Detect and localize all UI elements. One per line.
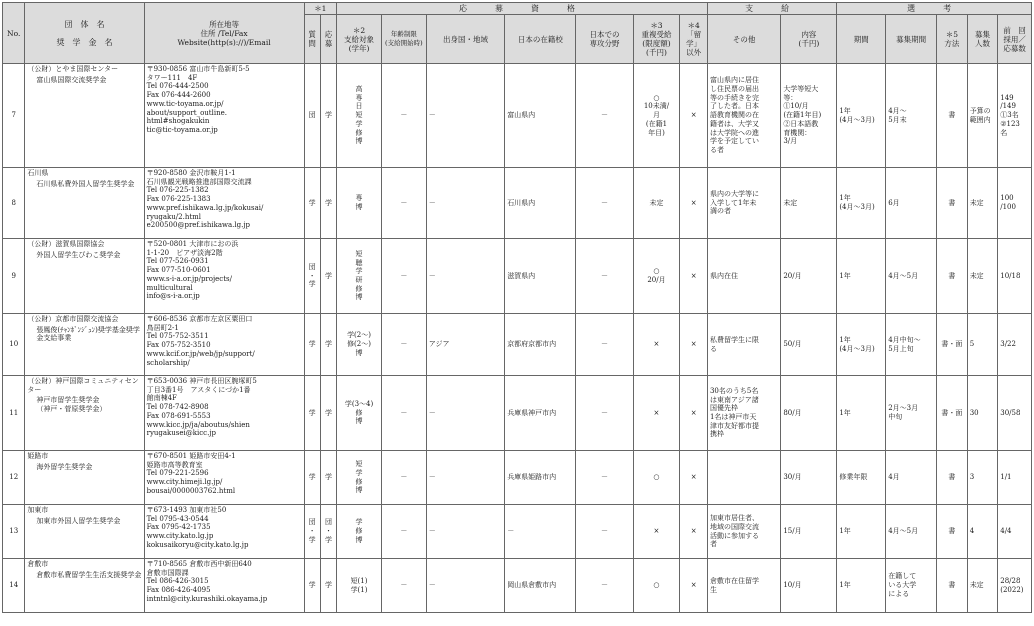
scholarship-name: 石川県私費外国人留学生奨学金: [36, 179, 135, 188]
cell-other: 30名のうち5名 は東南アジア諸 国優先枠 1名は神戸市天 津市友好都市提 携枠: [707, 376, 780, 451]
cell-question-type: 学: [304, 168, 320, 239]
cell-period: 1年: [837, 376, 886, 451]
cell-recruit-period: 4月～ 5月末: [886, 64, 937, 168]
cell-address: 〒670-8501 姫路市安田4-1 姫路市高等教育室 Tel 079-221-2596 www.city.himeji.lg.jp/ bousai/0000003762.html: [144, 451, 304, 505]
cell-row-no: 7: [3, 64, 25, 168]
cell-apply-type: 学: [320, 168, 336, 239]
cell-origin: －: [426, 376, 504, 451]
cell-other: 倉敷市在住留学 生: [707, 559, 780, 613]
cell-method: 書: [937, 168, 968, 239]
cell-school: 兵庫県神戸市内: [505, 376, 576, 451]
cell-non-study: ×: [680, 168, 708, 239]
cell-field: －: [576, 64, 633, 168]
header-apply: 応 募: [320, 15, 336, 64]
cell-amount: 15/月: [781, 505, 837, 559]
header-group-payment: 支 給: [707, 3, 836, 15]
cell-amount: 10/月: [781, 559, 837, 613]
cell-prev-result: 1/1: [998, 451, 1032, 505]
cell-duplicate: 未定: [633, 168, 680, 239]
header-period: 期間: [837, 15, 886, 64]
scholarship-name: 神戸市留学生奨学金 （神戸・菅原奨学金）: [36, 396, 107, 414]
header-no: No.: [3, 3, 25, 64]
cell-apply-type: 学: [320, 239, 336, 314]
cell-count: 3: [967, 451, 998, 505]
cell-origin: －: [426, 559, 504, 613]
cell-org-name: [25, 559, 144, 613]
cell-duplicate: ×: [633, 505, 680, 559]
table-body: [3, 64, 1032, 613]
cell-field: －: [576, 314, 633, 376]
cell-age-limit: －: [381, 451, 426, 505]
cell-row-no: 9: [3, 239, 25, 314]
cell-school: 滋賀県内: [505, 239, 576, 314]
cell-amount: 50/月: [781, 314, 837, 376]
cell-count: 予算の 範囲内: [967, 64, 998, 168]
scholarship-name: 加東市外国人留学生奨学金: [36, 516, 121, 525]
cell-question-type: 学: [304, 376, 320, 451]
header-duplicate: ＊3 重複受給 (限度額) (千円): [633, 15, 680, 64]
cell-origin: －: [426, 64, 504, 168]
cell-question-type: 団: [304, 64, 320, 168]
cell-non-study: ×: [680, 559, 708, 613]
header-group-selection: 選 考: [837, 3, 1032, 15]
cell-origin: －: [426, 505, 504, 559]
cell-row-no: 8: [3, 168, 25, 239]
cell-row-no: 13: [3, 505, 25, 559]
cell-non-study: ×: [680, 451, 708, 505]
header-prev: 前 回 採用／ 応募数: [998, 15, 1032, 64]
cell-school: 京都府京都市内: [505, 314, 576, 376]
cell-duplicate: ×: [633, 314, 680, 376]
cell-age-limit: －: [381, 239, 426, 314]
cell-count: 30: [967, 376, 998, 451]
header-address: [144, 3, 304, 64]
header-group-star1: ＊1: [304, 3, 337, 15]
header-address-line3: Website(http(s)://)/Email: [177, 37, 271, 47]
cell-address: 〒606-8536 京都市左京区粟田口 鳥居町2-1 Tel 075-752-3511 Fax 075-752-3510 www.kcif.or.jp/web/jp/support/ scholarship/: [144, 314, 304, 376]
table-row: [3, 314, 1032, 376]
cell-address: 〒710-8565 倉敷市西中新田640 倉敷市国際課 Tel 086-426-3015 Fax 086-426-4095 intntnl@city.kurashiki.okayama.jp: [144, 559, 304, 613]
cell-address: 〒520-0801 大津市におの浜 1-1-20 ピアザ淡海2階 Tel 077-526-0931 Fax 077-510-0601 www.s-i-a.or.jp/projects/ multicultural info@s-i-a.or.jp: [144, 239, 304, 314]
cell-field: －: [576, 168, 633, 239]
scholarship-table: [2, 2, 1032, 613]
cell-prev-result: 10/18: [998, 239, 1032, 314]
cell-other: 県内の大学等に 入学して1年未 満の者: [707, 168, 780, 239]
cell-other: 私費留学生に限 る: [707, 314, 780, 376]
cell-apply-type: 学: [320, 451, 336, 505]
table-row: [3, 505, 1032, 559]
cell-prev-result: 4/4: [998, 505, 1032, 559]
cell-method: 書: [937, 64, 968, 168]
cell-school: －: [505, 505, 576, 559]
header-amount: 内容 (千円): [781, 15, 837, 64]
cell-origin: アジア: [426, 314, 504, 376]
table-row: [3, 559, 1032, 613]
cell-count: 未定: [967, 168, 998, 239]
cell-method: 書・面: [937, 376, 968, 451]
cell-age-limit: －: [381, 314, 426, 376]
cell-prev-result: 3/22: [998, 314, 1032, 376]
cell-address: 〒920-8580 金沢市鞍月1-1 石川県観光戦略推進部国際交流課 Tel 076-225-1382 Fax 076-225-1383 www.pref.ishikawa.lg.jp/kokusai/ ryugaku/2.html e200500@pref.ishikawa.lg.jp: [144, 168, 304, 239]
cell-origin: －: [426, 168, 504, 239]
cell-recruit-period: 4月: [886, 451, 937, 505]
cell-field: －: [576, 451, 633, 505]
cell-period: 1年: [837, 505, 886, 559]
cell-duplicate: ×: [633, 376, 680, 451]
cell-address: 〒673-1493 加東市社50 Tel 0795-43-0544 Fax 0795-42-1735 www.city.kato.lg.jp kokusaikoryu@city.kato.lg.jp: [144, 505, 304, 559]
cell-question-type: 団 ・ 学: [304, 505, 320, 559]
header-address-line1: 所在地等: [209, 19, 240, 29]
cell-amount: 大学等短大 等： ①10/月 (在籍1年目) ②日本語教 育機関： 3/月: [781, 64, 837, 168]
cell-prev-result: 100 /100: [998, 168, 1032, 239]
cell-school: 岡山県倉敷市内: [505, 559, 576, 613]
cell-duplicate: ○ 10未満/ 月 (在籍1 年目): [633, 64, 680, 168]
cell-org-name: [25, 64, 144, 168]
cell-count: 未定: [967, 239, 998, 314]
cell-count: 5: [967, 314, 998, 376]
cell-non-study: ×: [680, 239, 708, 314]
org-name: 石川県: [27, 169, 49, 177]
header-other: その他: [707, 15, 780, 64]
cell-target: 短(1) 学(1): [337, 559, 382, 613]
scholarship-name: 倉敷市私費留学生生活支援奨学金: [36, 570, 142, 579]
cell-target: 学(2～) 修(2～) 博: [337, 314, 382, 376]
org-name: 加東市: [27, 506, 49, 514]
cell-other: 富山県内に居住 し住民票の届出 等の手続きを完 了した者。日本 語教育機関の在 籍者は、大学又 は大学院への進 学を予定してい る者: [707, 64, 780, 168]
cell-duplicate: ○: [633, 559, 680, 613]
cell-period: 1年: [837, 559, 886, 613]
cell-prev-result: 30/58: [998, 376, 1032, 451]
cell-method: 書: [937, 451, 968, 505]
header-group-qualification: 応 募 資 格: [337, 3, 708, 15]
cell-school: 兵庫県姫路市内: [505, 451, 576, 505]
header-org: [25, 3, 144, 64]
cell-amount: 80/月: [781, 376, 837, 451]
cell-field: －: [576, 239, 633, 314]
cell-amount: 30/月: [781, 451, 837, 505]
cell-method: 書・面: [937, 314, 968, 376]
org-name: 姫路市: [27, 452, 49, 460]
cell-amount: 20/月: [781, 239, 837, 314]
cell-duplicate: ○ 20/月: [633, 239, 680, 314]
cell-org-name: [25, 376, 144, 451]
cell-target: 高 専 日 短 学 修 博: [337, 64, 382, 168]
cell-target: 専 博: [337, 168, 382, 239]
cell-count: 4: [967, 505, 998, 559]
cell-recruit-period: 4月中旬～ 5月上旬: [886, 314, 937, 376]
cell-origin: －: [426, 239, 504, 314]
cell-method: 書: [937, 559, 968, 613]
cell-age-limit: －: [381, 505, 426, 559]
cell-field: －: [576, 505, 633, 559]
cell-age-limit: －: [381, 376, 426, 451]
cell-recruit-period: 2月～3月 中旬: [886, 376, 937, 451]
cell-non-study: ×: [680, 505, 708, 559]
org-name: （公財）とやま国際センター: [27, 65, 119, 73]
cell-recruit-period: 4月～5月: [886, 505, 937, 559]
scholarship-name: 外国人留学生びわこ奨学金: [36, 250, 121, 259]
cell-row-no: 10: [3, 314, 25, 376]
cell-school: 石川県内: [505, 168, 576, 239]
cell-non-study: ×: [680, 314, 708, 376]
table-row: [3, 64, 1032, 168]
cell-target: 短 聴 学 研 修 博: [337, 239, 382, 314]
cell-question-type: 学: [304, 314, 320, 376]
scholarship-name: 海外留学生奨学金: [36, 462, 93, 471]
cell-row-no: 14: [3, 559, 25, 613]
cell-method: 書: [937, 239, 968, 314]
cell-prev-result: 28/28 (2022): [998, 559, 1032, 613]
header-count: 募集 人数: [967, 15, 998, 64]
cell-period: 1年: [837, 239, 886, 314]
cell-amount: 未定: [781, 168, 837, 239]
cell-apply-type: 学: [320, 376, 336, 451]
cell-row-no: 11: [3, 376, 25, 451]
cell-recruit-period: 在籍して いる大学 による: [886, 559, 937, 613]
header-target: ＊2 支給対象 (学年): [337, 15, 382, 64]
cell-age-limit: －: [381, 168, 426, 239]
table-row: [3, 239, 1032, 314]
cell-address: 〒930-0856 富山市牛島新町5-5 タワー111 4F Tel 076-444-2500 Fax 076-444-2600 www.tic-toyama.or.jp/ about/support_outline. html#shogakukin tic@tic-toyama.or.jp: [144, 64, 304, 168]
cell-period: 修業年限: [837, 451, 886, 505]
cell-other: 県内在住: [707, 239, 780, 314]
org-name: 倉敷市: [27, 560, 49, 568]
org-name: （公財）京都市国際交流協会: [27, 315, 119, 323]
cell-org-name: [25, 168, 144, 239]
cell-field: －: [576, 559, 633, 613]
cell-origin: －: [426, 451, 504, 505]
cell-question-type: 団 ・ 学: [304, 239, 320, 314]
cell-org-name: [25, 239, 144, 314]
cell-apply-type: 学: [320, 559, 336, 613]
cell-school: 富山県内: [505, 64, 576, 168]
cell-org-name: [25, 314, 144, 376]
org-name: （公財）滋賀県国際協会: [27, 240, 105, 248]
cell-target: 学(3～4) 修 博: [337, 376, 382, 451]
org-name: （公財）神戸国際コミュニティセンター: [27, 377, 139, 394]
cell-period: 1年 (4月～3月): [837, 64, 886, 168]
cell-org-name: [25, 505, 144, 559]
cell-other: 加東市居住者、 地域の国際交流 活動に参加する 者: [707, 505, 780, 559]
scholarship-name: 富山県国際交流奨学金: [36, 75, 107, 84]
cell-non-study: ×: [680, 64, 708, 168]
cell-row-no: 12: [3, 451, 25, 505]
cell-target: 短 学 修 博: [337, 451, 382, 505]
cell-count: 未定: [967, 559, 998, 613]
cell-org-name: [25, 451, 144, 505]
table-row: [3, 451, 1032, 505]
cell-period: 1年 (4月～3月): [837, 314, 886, 376]
header-school: 日本の在籍校: [505, 15, 576, 64]
cell-duplicate: ○: [633, 451, 680, 505]
header-origin: 出身国・地域: [426, 15, 504, 64]
cell-age-limit: －: [381, 559, 426, 613]
cell-question-type: 学: [304, 559, 320, 613]
cell-non-study: ×: [680, 376, 708, 451]
header-age-limit: 年齢制限 (支給開始時): [381, 15, 426, 64]
cell-apply-type: 学: [320, 64, 336, 168]
table-row: [3, 168, 1032, 239]
cell-recruit-period: 4月～5月: [886, 239, 937, 314]
header-non-study: ＊4 「留学」 以外: [680, 15, 708, 64]
cell-recruit-period: 6月: [886, 168, 937, 239]
scholarship-name: 張鳳俊(ﾁｬﾝﾎﾞﾝｼﾞｭﾝ)奨学基金奨学金支給事業: [36, 325, 140, 343]
cell-apply-type: 団 ・ 学: [320, 505, 336, 559]
header-org-line2: 奨 学 金 名: [56, 37, 113, 47]
cell-field: －: [576, 376, 633, 451]
cell-prev-result: 149 /149 ①3名 ②123 名: [998, 64, 1032, 168]
cell-other: [707, 451, 780, 505]
header-field: 日本での 専攻分野: [576, 15, 633, 64]
cell-method: 書: [937, 505, 968, 559]
cell-address: 〒653-0036 神戸市長田区腕塚町5 丁目3番1号 アスタくにづか1番 館南棟4F Tel 078-742-8908 Fax 078-691-5553 www.kicc.jp/ja/aboutus/shien ryugakusei@kicc.jp: [144, 376, 304, 451]
header-question: 質 問: [304, 15, 320, 64]
cell-period: 1年 (4月～3月): [837, 168, 886, 239]
cell-apply-type: 学: [320, 314, 336, 376]
header-recruit: 募集期間: [886, 15, 937, 64]
header-method: ＊5 方法: [937, 15, 968, 64]
table-row: [3, 376, 1032, 451]
cell-question-type: 学: [304, 451, 320, 505]
header-org-line1: 団 体 名: [64, 19, 105, 29]
cell-target: 学 修 博: [337, 505, 382, 559]
cell-age-limit: －: [381, 64, 426, 168]
header-address-line2: 住所 /Tel/Fax: [200, 28, 248, 38]
